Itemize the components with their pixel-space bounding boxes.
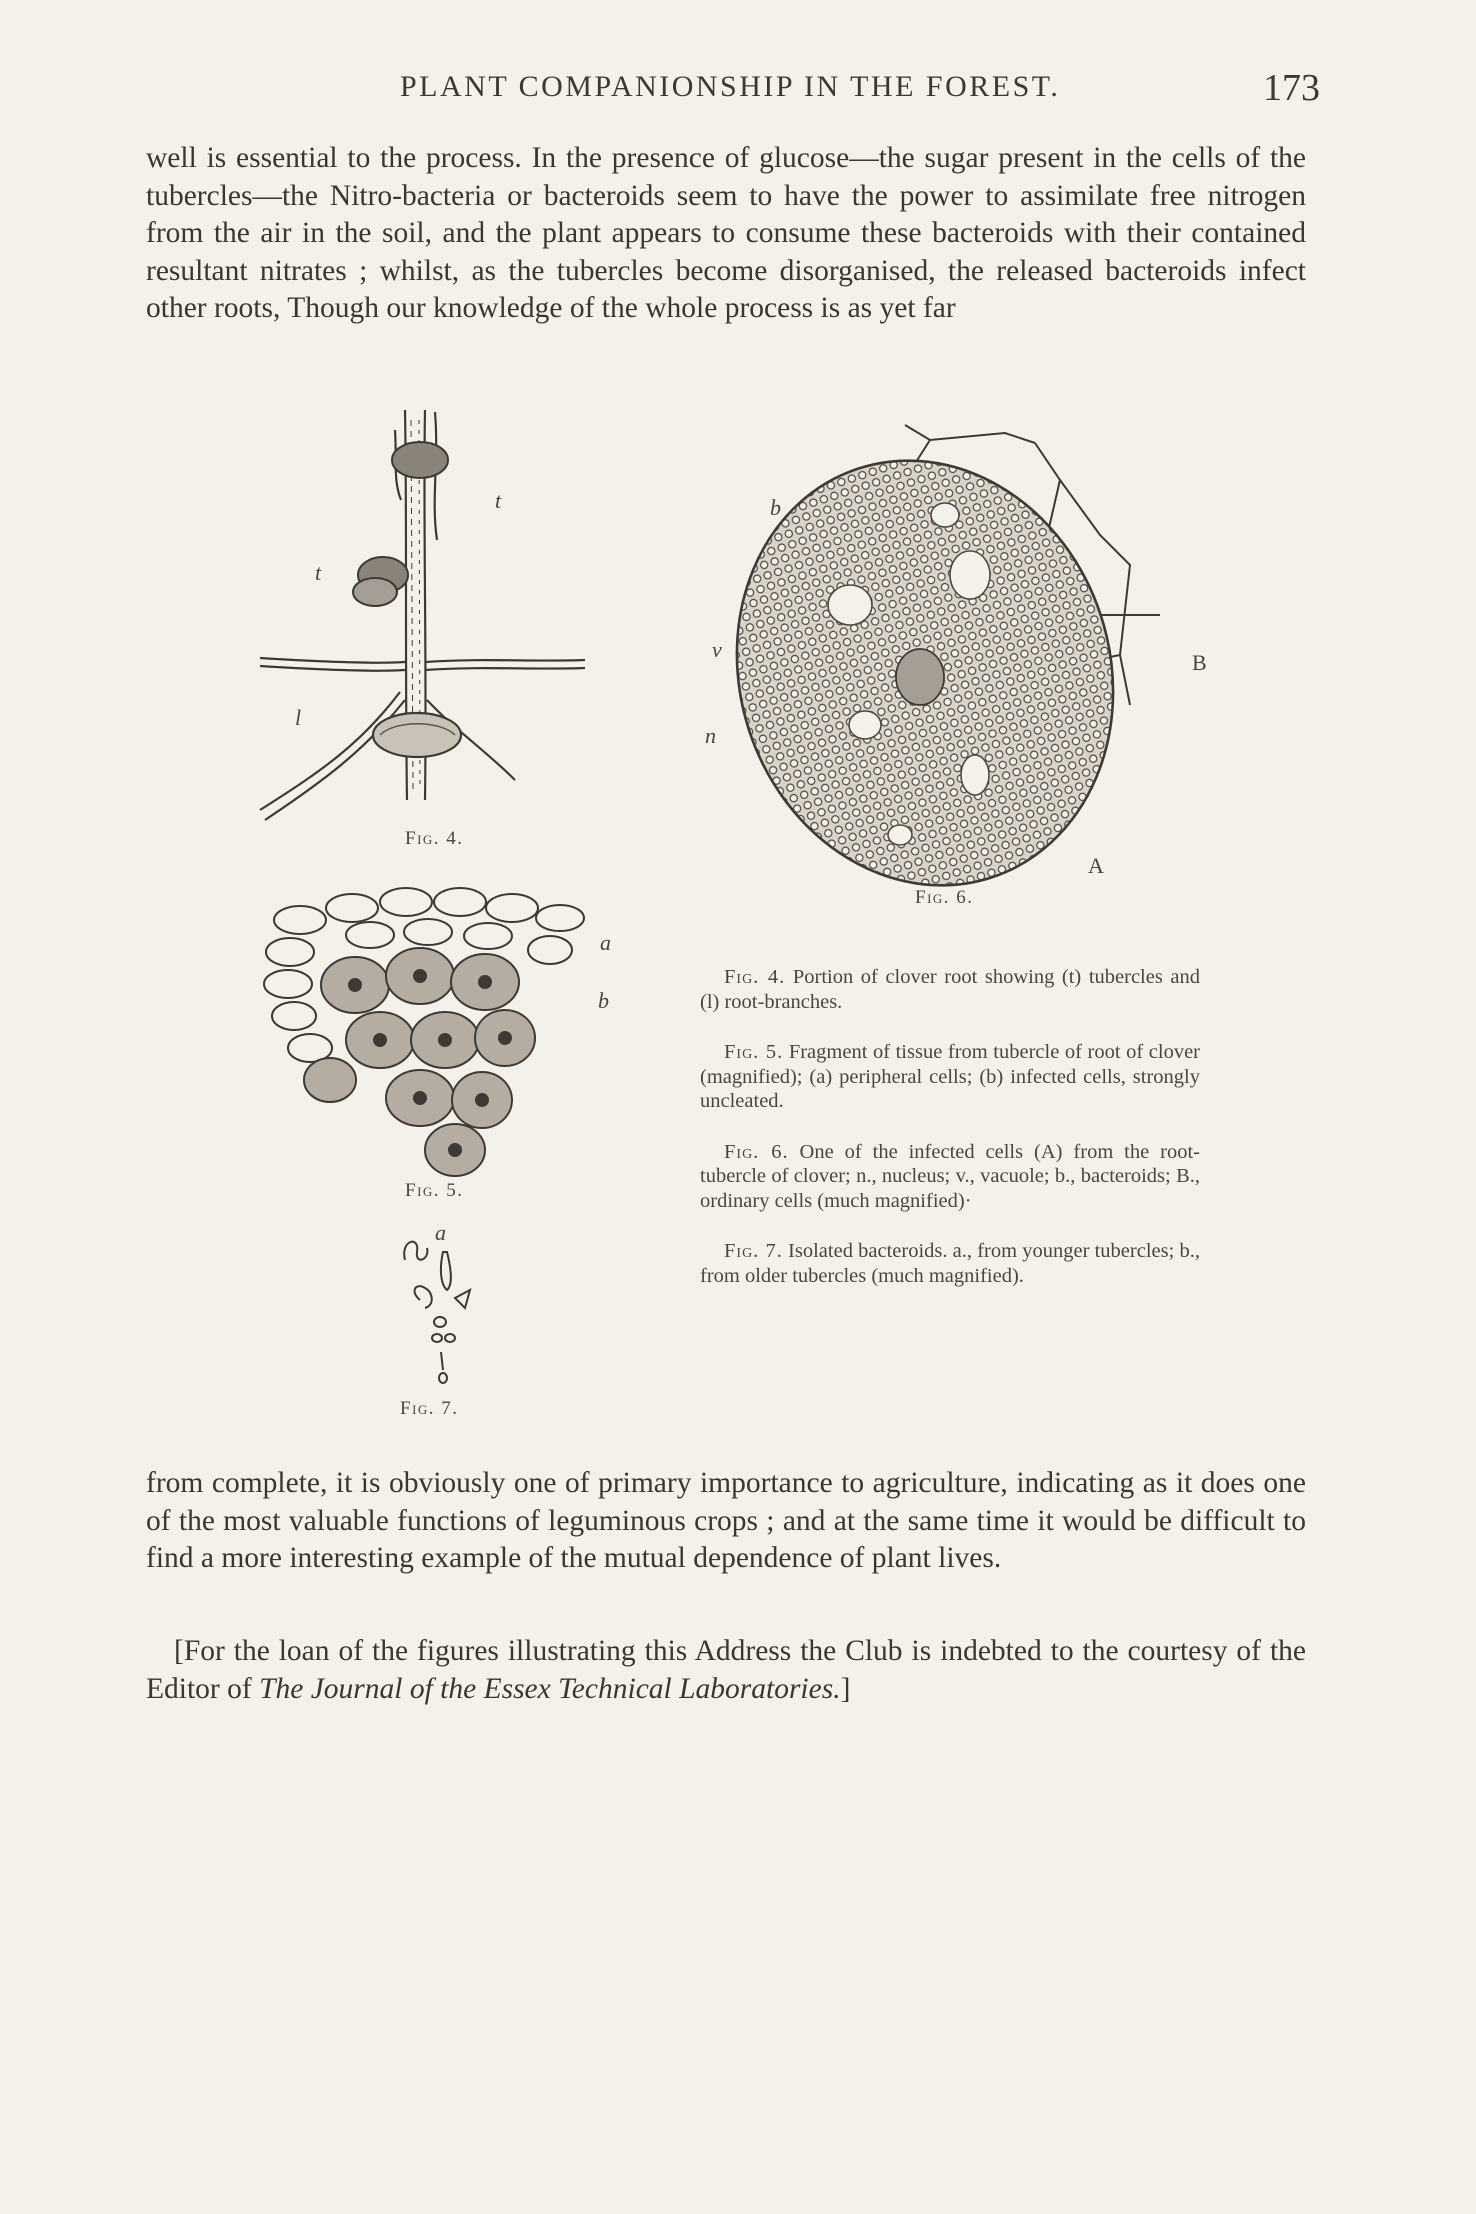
bacteroids-illustration [395,1230,505,1390]
fig4-letter-t-upper: t [495,488,502,513]
fig4-label: Fig. 4. [405,828,464,849]
figure-7 [395,1220,505,1390]
fig7-label: Fig. 7. [400,1398,459,1419]
fig6-letter-b: b [770,495,781,520]
page-number: 173 [1263,67,1320,109]
figure-5 [260,880,620,1200]
caption-fig5: Fig. 5. Fragment of tissue from tubercle of root of clover (magnified); (a) peripheral cells; (b) infected cells, strongly uncleated. [700,1041,1200,1112]
fig6-label: Fig. 6. [915,887,974,908]
fig6-letter-A: A [1088,853,1104,878]
tissue-fragment-illustration [260,880,620,1200]
figure-4 [255,400,665,849]
fig5-letter-b: b [598,988,609,1013]
fig6-letter-n: n [705,723,716,748]
caption-fig6: Fig. 6. One of the infected cells (A) from the root-tubercle of clover; n., nucleus; v., vacuole; b., bacteroids; B., ordinary cells (much magnified)· [700,1140,1201,1212]
figure-captions [700,965,1200,1314]
caption-fig4: Fig. 4. Portion of clover root showing (t) tubercles and (l) root-branches. [700,966,1200,1013]
fig5-letter-a: a [600,930,611,955]
page-header [140,62,1320,122]
journal-title: The Journal of the Essex Technical Laboratories. [259,1672,841,1705]
fig6-letter-v: v [712,637,722,662]
clover-root-illustration [255,400,665,840]
fig7-letter-a: a [435,1220,446,1245]
figure-6 [690,405,1250,925]
acknowledgement-paragraph: [For the loan of the figures illustrating this Address the Club is indebted to the courtesy of the Editor of The Journal of the Essex Technical Laboratories.] [146,1635,1306,1705]
fig6-letter-B: B [1192,650,1207,675]
infected-cell-illustration [690,405,1250,925]
fig4-letter-t-left: t [315,560,322,585]
caption-fig7: Fig. 7. Isolated bacteroids. a., from younger tubercles; b., from older tubercles (much magnified). [700,1240,1200,1287]
fig5-label: Fig. 5. [405,1180,464,1201]
running-title: PLANT COMPANIONSHIP IN THE FOREST. [400,70,1061,103]
paragraph-top: well is essential to the process. In the presence of glucose—the sugar present in the cells of the tubercles—the Nitro-bacteria or bacteroids seem to have the power to assimilate free nitrogen from the air in the soil, and the plant appears to consume these bacteroids with their contained resultant nitrates ; whilst, as the tubercles become disorganised, the released bacteroids infect other roots, Though our knowledge of the whole process is as yet far [146,142,1306,324]
fig4-letter-l: l [295,705,302,730]
paragraph-bottom: from complete, it is obviously one of primary importance to agriculture, indicating as it does one of the most valuable functions of leguminous crops ; and at the same time it would be difficult to find a more interesting example of the mutual dependence of plant lives. [146,1467,1306,1574]
